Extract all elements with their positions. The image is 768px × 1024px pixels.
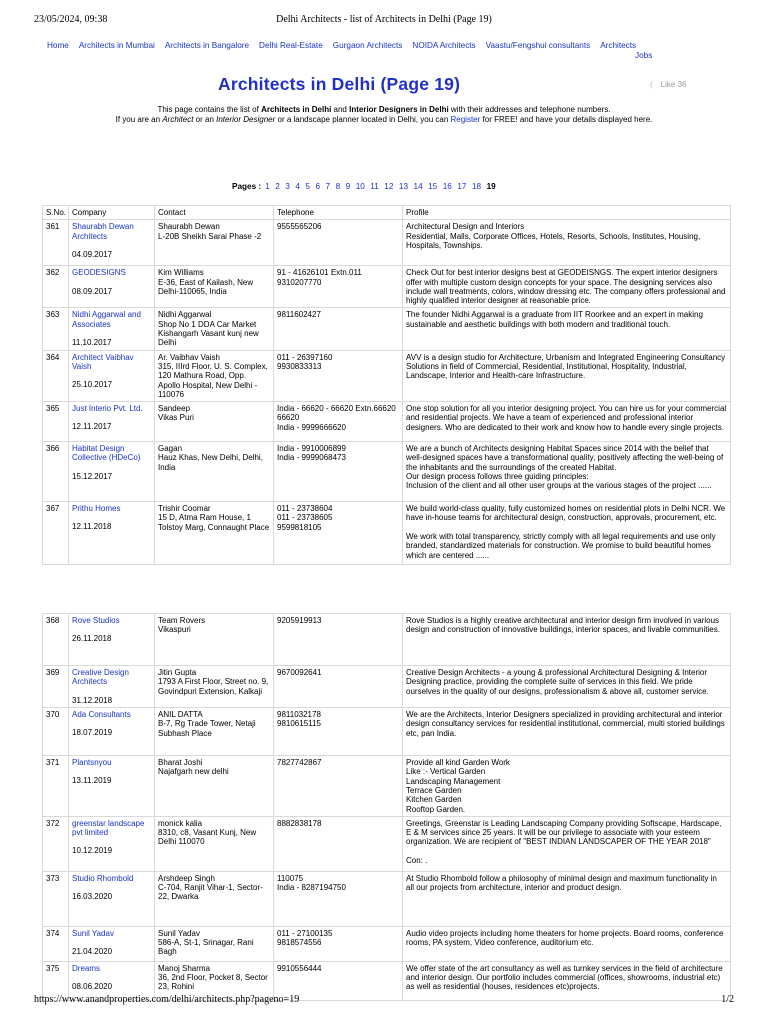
- nav-link[interactable]: Architects in Mumbai: [78, 41, 155, 50]
- intro-text-part: for FREE! and have your details displayed here.: [480, 114, 653, 124]
- listing-date: 18.07.2019: [72, 728, 113, 738]
- table-row: [43, 756, 731, 817]
- cell-profile: We are a bunch of Architects designing Habitat Spaces since 2014 with the belief that well-designed spaces have a transformational quality, positively affecting the well-being of the inhabitants and the surroundings of the created Habitat. Our design process follows three guiding principles: Inclusion of the client and all other user groups at the various stages of the project ......: [403, 442, 731, 502]
- cell-contact: Shaurabh Dewan L-20B Sheikh Sarai Phase -2: [155, 220, 274, 266]
- company-link[interactable]: Architect Vaibhav Vaish: [72, 352, 134, 371]
- listing-date: 08.06.2020: [72, 982, 113, 992]
- nav-link-jobs[interactable]: Jobs: [635, 51, 653, 60]
- register-link[interactable]: Register: [450, 114, 481, 124]
- intro-italic: Interior Designer: [216, 114, 276, 124]
- cell-contact: Gagan Hauz Khas, New Delhi, Delhi, India: [155, 442, 274, 502]
- page-title: Architects in Delhi (Page 19): [218, 74, 461, 94]
- pagination-page-link[interactable]: 18: [471, 182, 482, 191]
- cell-sno: 363: [43, 308, 69, 350]
- intro-bold: Interior Designers in Delhi: [349, 105, 449, 114]
- intro-text-part: or an: [193, 114, 217, 124]
- cell-company: [69, 266, 155, 308]
- cell-contact: Bharat Joshi Najafgarh new delhi: [155, 756, 274, 817]
- pagination-page-link[interactable]: 3: [285, 182, 290, 191]
- cell-profile: Provide all kind Garden Work Like :- Vertical Garden Landscaping Management Terrace Garden Kitchen Garden Rooftop Garden.: [403, 756, 731, 817]
- cell-phone: 011 - 23738604 011 - 23738605 9599818105: [274, 502, 403, 565]
- cell-profile: One stop solution for all you interior designing project. You can hire us for your commercial and residential projects. We have a team of experienced and professional interior designers. Who are dedicated to their work and know how to handle every single projects.: [403, 402, 731, 442]
- listing-date: 11.10.2017: [72, 338, 112, 348]
- cell-company: [69, 502, 155, 565]
- cell-profile: The founder Nidhi Aggarwal is a graduate from IIT Roorkee and an expert in making sustainable and aesthetic buildings with both modern and traditional touch.: [403, 308, 731, 350]
- cell-phone: 7827742867: [274, 756, 403, 817]
- cell-company: [69, 402, 155, 442]
- listing-date: 08.09.2017: [72, 286, 113, 296]
- cell-company: [69, 220, 155, 266]
- listing-date: 21.04.2020: [72, 947, 113, 957]
- intro-line-1: [0, 105, 768, 115]
- cell-phone: 011 - 26397160 9930833313: [274, 350, 403, 401]
- cell-sno: 365: [43, 402, 69, 442]
- like-icon: (: [650, 80, 653, 89]
- cell-sno: 367: [43, 502, 69, 565]
- print-doc-title: Delhi Architects - list of Architects in Delhi (Page 19): [276, 14, 492, 25]
- pagination-page-link[interactable]: 12: [384, 182, 394, 191]
- like-widget[interactable]: [650, 80, 687, 89]
- table-row: [43, 502, 731, 565]
- cell-company: [69, 308, 155, 350]
- cell-sno: 362: [43, 266, 69, 308]
- pagination-page-link[interactable]: 6: [315, 182, 320, 191]
- cell-contact: Team Rovers Vikaspuri: [155, 614, 274, 666]
- company-link[interactable]: Habitat Design Collective (HDeCo): [72, 444, 141, 463]
- listing-date: 26.11.2018: [72, 634, 112, 644]
- company-link[interactable]: Studio Rhombold: [72, 873, 134, 883]
- pagination-page-link[interactable]: 8: [335, 182, 341, 191]
- cell-company: [69, 708, 155, 756]
- cell-company: [69, 350, 155, 401]
- cell-company: [69, 816, 155, 871]
- cell-contact: Arshdeep Singh C-704, Ranjit Vihar-1, Sector-22, Dwarka: [155, 871, 274, 926]
- cell-profile: Rove Studios is a highly creative architectural and interior design firm involved in various design and construction of innovative buildings, interior spaces, and livable communities.: [403, 614, 731, 666]
- cell-phone: India - 66620 - 66620 Extn.66620 66620 India - 9999666620: [274, 402, 403, 442]
- like-label: Like: [660, 80, 676, 89]
- cell-contact: Manoj Sharma 36, 2nd Floor, Pocket 8, Sector 23, Rohini: [155, 961, 274, 1000]
- company-link[interactable]: Sunil Yadav: [72, 928, 114, 938]
- intro-bold: Architects in Delhi: [261, 105, 332, 114]
- pagination-page-link[interactable]: 7: [325, 182, 331, 191]
- nav-link[interactable]: Architects in Bangalore: [164, 41, 250, 50]
- cell-sno: 374: [43, 926, 69, 961]
- cell-phone: 9811032178 9810615115: [274, 708, 403, 756]
- cell-profile: Check Out for best interior designs best at GEODEISNGS. The expert interior designers offer with multiple custom design concepts for your space. The designing services also include wall treatments, colors, window dressing etc. The company offers professional and highly qualified interior designer at reasonable price.: [403, 266, 731, 308]
- cell-profile: Creative Design Architects - a young & professional Architectural Designing & Interior Designing practice, providing the complete suite of services in this field. We pride ourselves in the quality of our designs, professionalism & above all, customer service.: [403, 666, 731, 708]
- cell-sno: 369: [43, 666, 69, 708]
- cell-profile: AVV is a design studio for Architecture, Urbanism and Integrated Engineering Consultancy Solutions in field of Commercial, Residential, Institutional, Hospitality, Industrial, Landscape, Interior and Health-care Infrastructure.: [403, 350, 731, 401]
- pagination-page-link[interactable]: 15: [428, 182, 438, 191]
- table-row: [43, 926, 731, 961]
- cell-phone: 9811602427: [274, 308, 403, 350]
- print-page-number: 1/2: [721, 994, 734, 1005]
- intro-text-part: with their addresses and telephone numbers.: [448, 105, 611, 114]
- pagination-label: Pages :: [232, 182, 262, 191]
- cell-profile: We offer state of the art consultancy as well as turnkey services in the field of architecture and interior design. Our portfolio includes commercial (offices, showrooms, industrial etc) as well as residential (houses, residences etc)projects.: [403, 961, 731, 1000]
- intro-line-2: [0, 115, 768, 125]
- cell-profile: At Studio Rhombold follow a philosophy of minimal design and maximum functionality in all our projects from architecture, interior and product design.: [403, 871, 731, 926]
- company-link[interactable]: Creative Design Architects: [72, 668, 129, 687]
- cell-company: [69, 614, 155, 666]
- cell-sno: 368: [43, 614, 69, 666]
- company-link[interactable]: Prithu Homes: [72, 504, 121, 514]
- cell-company: [69, 442, 155, 502]
- listing-date: 10.12.2019: [72, 846, 113, 856]
- company-link[interactable]: Just Interio Pvt. Ltd.: [72, 404, 143, 414]
- listing-date: 13.11.2019: [72, 776, 112, 786]
- cell-sno: 372: [43, 816, 69, 871]
- table-row: [43, 666, 731, 708]
- nav-link[interactable]: Vaastu/Fengshui consultants: [485, 41, 591, 50]
- intro-text-part: This page contains the list of: [157, 105, 262, 114]
- table-row: [43, 350, 731, 401]
- pagination-page-link[interactable]: 5: [305, 182, 310, 191]
- cell-contact: Trishir Coomar 15 D, Atma Ram House, 1 Tolstoy Marg, Connaught Place: [155, 502, 274, 565]
- listing-date: 15.12.2017: [72, 471, 113, 481]
- table-spacer-row: [43, 565, 731, 614]
- col-header-profile: Profile: [403, 206, 731, 220]
- table-header-row: [43, 206, 731, 220]
- col-header-telephone: Telephone: [274, 206, 403, 220]
- cell-contact: monick kalia 8310, c8, Vasant Kunj, New Delhi 110070: [155, 816, 274, 871]
- cell-phone: 9670092641: [274, 666, 403, 708]
- cell-company: [69, 871, 155, 926]
- pagination-page-link[interactable]: 9: [345, 182, 351, 191]
- pagination-page-link[interactable]: 1: [265, 182, 270, 191]
- cell-company: [69, 756, 155, 817]
- listing-date: 16.03.2020: [72, 892, 113, 902]
- cell-profile: We are the Architects, Interior Designers specialized in providing architectural and interior design consultancy services for residential institutional, commercial, multi storied buildings etc, pan India.: [403, 708, 731, 756]
- cell-sno: 375: [43, 961, 69, 1000]
- company-link[interactable]: GEODESIGNS: [72, 268, 126, 278]
- col-header-sno: S.No.: [43, 206, 69, 220]
- cell-sno: 371: [43, 756, 69, 817]
- table-spacer-cell: [43, 565, 731, 614]
- intro-text: [0, 105, 768, 124]
- listing-date: 31.12.2018: [72, 695, 113, 705]
- col-header-contact: Contact: [155, 206, 274, 220]
- company-link[interactable]: Plantsnyou: [72, 758, 112, 768]
- cell-sno: 373: [43, 871, 69, 926]
- cell-sno: 361: [43, 220, 69, 266]
- company-link[interactable]: Ada Consultants: [72, 710, 131, 720]
- cell-sno: 364: [43, 350, 69, 401]
- print-header: [0, 14, 768, 28]
- nav-link[interactable]: Delhi Real-Estate: [259, 41, 323, 50]
- pagination-page-link[interactable]: 13: [398, 182, 409, 191]
- pagination-page-link[interactable]: 10: [355, 182, 365, 191]
- print-datetime: 23/05/2024, 09:38: [34, 14, 108, 25]
- cell-contact: Sandeep Vikas Puri: [155, 402, 274, 442]
- intro-text-part: and: [331, 105, 350, 114]
- cell-contact: Ar. Vaibhav Vaish 315, IIIrd Floor, U. S. Complex, 120 Mathura Road, Opp. Apollo Hospital, New Delhi - 110076: [155, 350, 274, 401]
- pagination-page-link[interactable]: 2: [275, 182, 280, 191]
- print-url: https://www.anandproperties.com/delhi/architects.php?pageno=19: [34, 994, 300, 1005]
- table-row: [43, 816, 731, 871]
- cell-contact: ANIL DATTA B-7, Rg Trade Tower, Netaji Subhash Place: [155, 708, 274, 756]
- cell-contact: Kim Williams E-36, East of Kailash, New Delhi-110065, India: [155, 266, 274, 308]
- pagination-page-link[interactable]: 17: [457, 182, 467, 191]
- cell-phone: 9910556444: [274, 961, 403, 1000]
- intro-text-part: or a landscape planner located in Delhi, you can: [275, 114, 451, 124]
- cell-phone: 110075 India - 8287194750: [274, 871, 403, 926]
- company-link[interactable]: Nidhi Aggarwal and Associates: [72, 310, 141, 329]
- cell-contact: Nidhi Aggarwal Shop No 1 DDA Car Market Kishangarh Vasant kunj new Delhi: [155, 308, 274, 350]
- cell-sno: 366: [43, 442, 69, 502]
- table-row: [43, 871, 731, 926]
- table-row: [43, 708, 731, 756]
- company-link[interactable]: Shaurabh Dewan Architects: [72, 222, 134, 241]
- pagination-current-page: 19: [486, 182, 496, 191]
- pagination: [232, 182, 496, 191]
- table-row: [43, 266, 731, 308]
- cell-profile: Architectural Design and Interiors Residential, Malls, Corporate Offices, Hotels, Resorts, Schools, Institutes, Housing, Hospitals, Townships.: [403, 220, 731, 266]
- company-link[interactable]: Dreams: [72, 963, 101, 973]
- pagination-page-link[interactable]: 11: [370, 182, 379, 191]
- pagination-page-link[interactable]: 14: [413, 182, 423, 191]
- listing-date: 25.10.2017: [72, 380, 113, 390]
- company-link[interactable]: Rove Studios: [72, 616, 120, 626]
- table-row: [43, 220, 731, 266]
- cell-phone: India - 9910006899 India - 9999068473: [274, 442, 403, 502]
- cell-contact: Jitin Gupta 1793 A First Floor, Street no. 9, Govindpuri Extension, Kalkaji: [155, 666, 274, 708]
- top-nav: [40, 41, 760, 60]
- like-count: 36: [677, 80, 687, 89]
- cell-phone: 9205919913: [274, 614, 403, 666]
- cell-phone: 9555565206: [274, 220, 403, 266]
- nav-link[interactable]: NOIDA Architects: [412, 41, 476, 50]
- company-link[interactable]: greenstar landscape pvt limited: [72, 818, 145, 838]
- cell-profile: We build world-class quality, fully customized homes on residential plots in Delhi NCR. We have in-house teams for architectural design, construction, approvals, procurement, etc. We work with total transparency, strictly comply with all legal requirements and use only branded, standardized materials for construction. We promise to build beautiful homes which are centered ......: [403, 502, 731, 565]
- intro-text-part: If you are an: [115, 114, 163, 124]
- cell-phone: 91 - 41626101 Extn.011 9310207770: [274, 266, 403, 308]
- architects-table: [42, 205, 731, 1001]
- table-row: [43, 402, 731, 442]
- cell-phone: 8882838178: [274, 816, 403, 871]
- listing-date: 04.09.2017: [72, 249, 113, 259]
- listing-date: 12.11.2018: [72, 522, 112, 532]
- cell-profile: Audio video projects including home theaters for home projects. Board rooms, conference rooms, PA system, Video conference, auditorium etc.: [403, 926, 731, 961]
- pagination-page-link[interactable]: 4: [295, 182, 300, 191]
- table-row: [43, 442, 731, 502]
- cell-phone: 011 - 27100135 9818574556: [274, 926, 403, 961]
- cell-sno: 370: [43, 708, 69, 756]
- table-row: [43, 308, 731, 350]
- pagination-page-link[interactable]: 16: [442, 182, 452, 191]
- table-row: [43, 614, 731, 666]
- cell-contact: Sunil Yadav 586-A, St-1, Srinagar, Rani Bagh: [155, 926, 274, 961]
- cell-profile: Greetings, Greenstar is Leading Landscaping Company providing Softscape, Hardscape, E & M services since 25 years. It will be our privilege to associate with your esteem organization. We are recipient of "BEST INDIAN LANDSCAPER OF THE YEAR 2018" Con: .: [403, 816, 731, 871]
- cell-company: [69, 926, 155, 961]
- print-footer: [0, 994, 768, 1008]
- nav-link[interactable]: Architects: [600, 41, 637, 50]
- cell-company: [69, 666, 155, 708]
- listing-date: 12.11.2017: [72, 422, 112, 432]
- col-header-company: Company: [69, 206, 155, 220]
- nav-link[interactable]: Home: [47, 41, 69, 50]
- intro-italic: Architect: [162, 114, 194, 124]
- nav-link[interactable]: Gurgaon Architects: [332, 41, 403, 50]
